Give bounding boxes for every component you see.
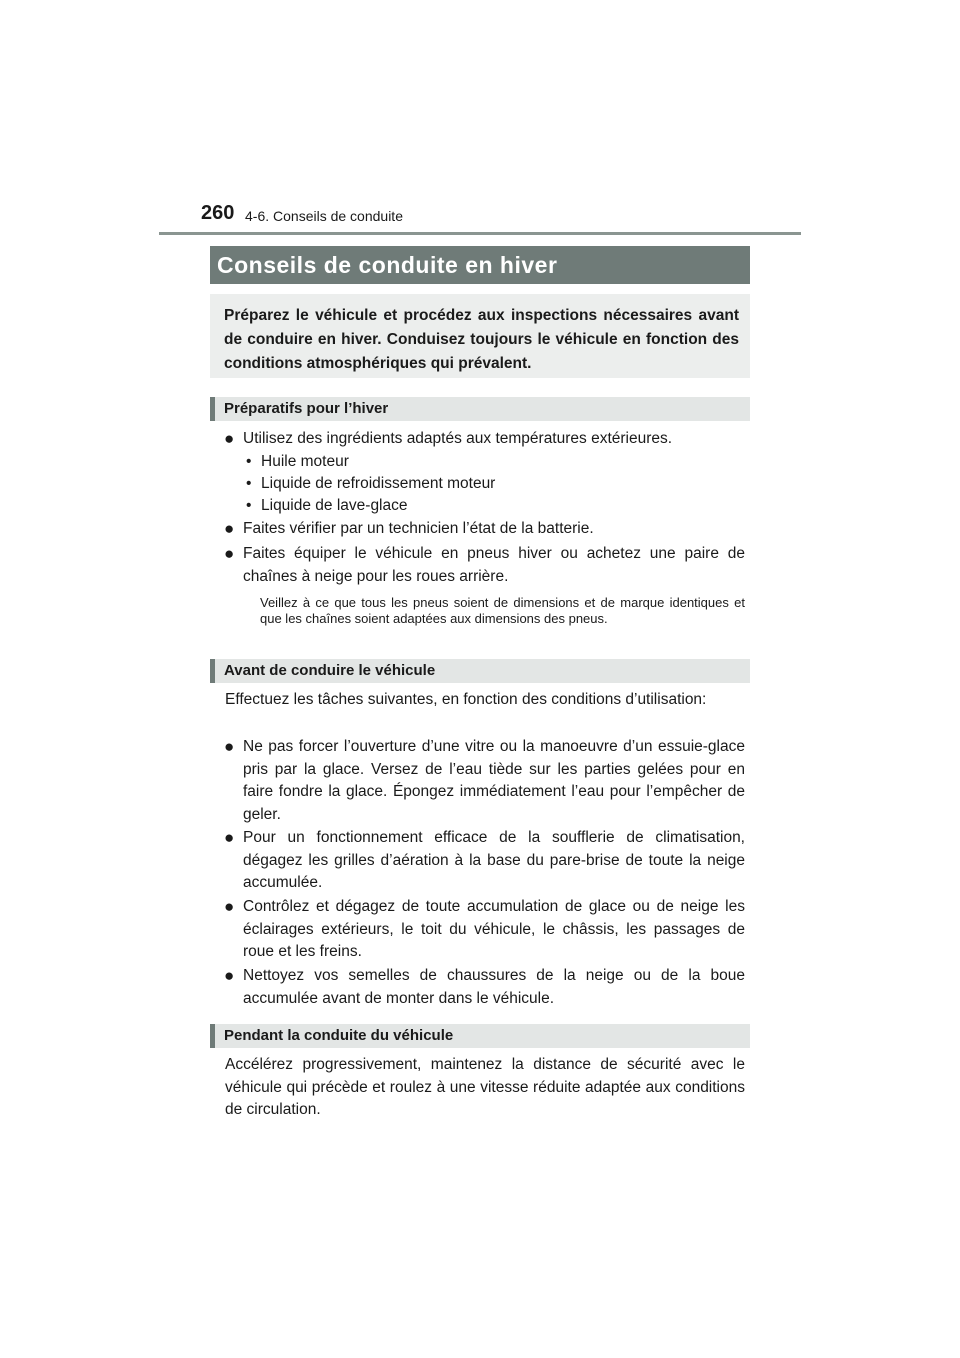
sub-list-item: Huile moteur <box>261 453 349 470</box>
bullet-marker: ● <box>224 897 235 916</box>
section-lead: Accélérez progressivement, maintenez la distance de sécurité avec le véhicule qui précède et roulez à une vitesse réduite adaptée aux conditions de circulation. <box>225 1056 745 1119</box>
page-number: 260 <box>201 202 235 224</box>
note-text: Veillez à ce que tous les pneus soient de dimensions et de marque identiques et que les chaînes soient adaptées aux dimensions des pneus. <box>260 595 745 626</box>
section-name: 4-6. Conseils de conduite <box>245 208 403 224</box>
list-item: Ne pas forcer l’ouverture d’une vitre ou la manoeuvre d’un essuie-glace pris par la glace. Versez de l’eau tiède sur les parties gelées pour en faire fondre la glace. Épongez immédiatement l’eau pour l’empêcher de geler. <box>243 738 745 824</box>
section-heading-while-driving: Pendant la conduite du véhicule <box>210 1024 750 1048</box>
list-item: Pour un fonctionnement efficace de la soufflerie de climatisation, dégagez les grilles d’aération à la base du pare-brise de toute la neige accumulée. <box>243 829 745 892</box>
section-heading-preparation: Préparatifs pour l’hiver <box>210 397 750 421</box>
bullet-marker: ● <box>224 828 235 847</box>
sub-list-item: Liquide de refroidissement moteur <box>261 475 496 492</box>
list-item: Faites équiper le véhicule en pneus hiver ou achetez une paire de chaînes à neige pour les roues arrière. <box>243 545 745 585</box>
bullet-marker: ● <box>224 544 235 563</box>
sub-bullet-marker: • <box>246 453 252 470</box>
list-item: Faites vérifier par un technicien l’état de la batterie. <box>243 520 594 537</box>
section-lead: Effectuez les tâches suivantes, en fonction des conditions d’utilisation: <box>225 691 707 708</box>
list-item: Nettoyez vos semelles de chaussures de la neige ou de la boue accumulée avant de monter dans le véhicule. <box>243 967 745 1007</box>
list-item: Utilisez des ingrédients adaptés aux températures extérieures. <box>243 430 673 447</box>
bullet-marker: ● <box>224 429 235 448</box>
header-rule <box>159 232 801 235</box>
sub-list-item: Liquide de lave-glace <box>261 497 408 514</box>
bullet-marker: ● <box>224 737 235 756</box>
sub-bullet-marker: • <box>246 497 252 514</box>
section-heading-before-driving: Avant de conduire le véhicule <box>210 659 750 683</box>
bullet-marker: ● <box>224 519 235 538</box>
list-item: Contrôlez et dégagez de toute accumulation de glace ou de neige les éclairages extérieurs, le toit du véhicule, le châssis, les passages de roue et les freins. <box>243 898 745 961</box>
intro-box: Préparez le véhicule et procédez aux inspections nécessaires avant de conduire en hiver. Conduisez toujours le véhicule en fonction des conditions atmosphériques qui prévalent. <box>210 294 750 378</box>
page-title: Conseils de conduite en hiver <box>210 246 750 284</box>
sub-bullet-marker: • <box>246 475 252 492</box>
bullet-marker: ● <box>224 966 235 985</box>
